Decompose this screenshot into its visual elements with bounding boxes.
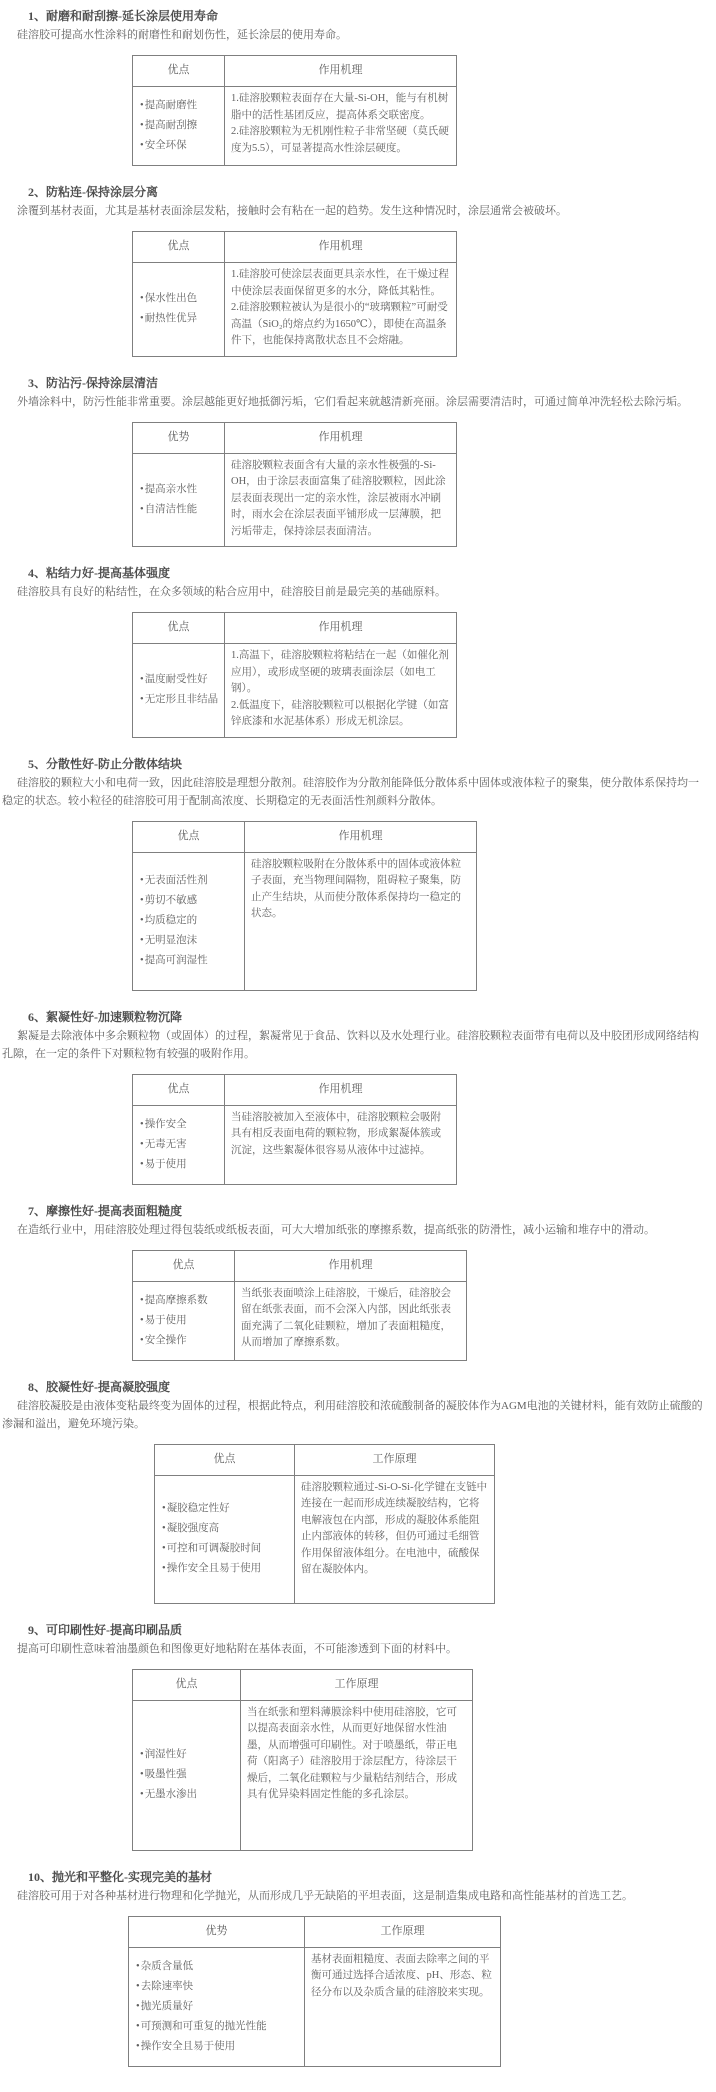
mechanism-cell (225, 263, 457, 357)
table-header-row (155, 1444, 495, 1475)
section (2, 564, 708, 738)
section-title: 8、胶凝性好-提高凝胶强度 (28, 1379, 170, 1394)
advantages-cell (133, 453, 225, 547)
table-row (133, 644, 457, 738)
advantage-item: • 提高亲水性 (140, 483, 222, 497)
advantages-cell (133, 1281, 235, 1360)
mechanism-cell (225, 1105, 457, 1184)
section (2, 1008, 708, 1185)
mechanism-paragraph: 2.硅溶胶颗粒为无机刚性粒子非常坚硬（莫氏硬度为5.5），可显著提高水性涂层硬度。 (231, 126, 449, 154)
table-header-row (133, 56, 457, 87)
section-title: 2、防粘连-保持涂层分离 (28, 185, 158, 199)
advantages-cell (133, 644, 225, 738)
advantages-list (140, 1294, 232, 1348)
section-body: 硅溶胶的颗粒大小和电荷一致，因此硅溶胶是理想分散剂。硅溶胶作为分散剂能降低分散体系中固体或液体粒子的聚集，使分散体系保持均一稳定的状态。较小粒径的硅溶胶可用于配制高浓度、长期稳定的无表面活性剂颜料分散体。 (2, 776, 699, 807)
section-table (132, 231, 457, 357)
section-body: 硅溶胶可提高水性涂料的耐磨性和耐划伤性，延长涂层的使用寿命。 (17, 29, 347, 41)
section-title: 10、抛光和平整化-实现完美的基材 (28, 1869, 212, 1884)
advantage-item: • 温度耐受性好 (140, 673, 222, 687)
section (2, 1621, 708, 1851)
advantages-list (140, 673, 222, 707)
advantages-column-header: 优点 (133, 1250, 235, 1281)
section (2, 183, 708, 357)
table-header-row (133, 1669, 473, 1700)
advantage-item: • 无明显泡沫 (140, 934, 242, 948)
advantage-item: • 均质稳定的 (140, 914, 242, 928)
table-row (133, 87, 457, 166)
mechanism-cell (305, 1947, 501, 2066)
section-table (132, 1074, 457, 1185)
table-row (133, 1281, 467, 1360)
section-body: 在造纸行业中，用硅溶胶处理过得包装纸或纸板表面，可大大增加纸张的摩擦系数，提高纸张的防滑性，减小运输和堆存中的滑动。 (17, 1223, 655, 1236)
advantage-item: • 操作安全且易于使用 (162, 1562, 292, 1576)
section-body: 硅溶胶具有良好的粘结性，在众多领域的粘合应用中，硅溶胶目前是最完美的基础原料。 (17, 586, 446, 598)
section-table (132, 55, 457, 166)
advantages-cell (133, 1700, 241, 1850)
table-row (133, 1105, 457, 1184)
mechanism-paragraph: 当在纸张和塑料薄膜涂料中使用硅溶胶，它可以提高表面亲水性，从而更好地保留水性油墨，从而增强可印刷性。对于喷墨纸，带正电荷（阳离子）硅溶胶用于涂层配方，待涂层干燥后，二氧化硅颗粒与少量粘结剂结合，形成具有优异染料固定性能的多孔涂层。 (247, 1706, 457, 1800)
advantage-item: • 无毒无害 (140, 1138, 222, 1152)
table-header-row (133, 821, 477, 852)
advantages-column-header: 优点 (133, 613, 225, 644)
advantages-column-header: 优势 (129, 1916, 305, 1947)
advantages-cell (133, 852, 245, 990)
advantage-item: • 耐热性优异 (140, 312, 222, 326)
mechanism-paragraph: 当纸张表面喷涂上硅溶胶，干燥后，硅溶胶会留在纸张表面，而不会深入内部，因此纸张表面充满了二氧化硅颗粒，增加了表面粗糙度，从而增加了摩擦系数。 (241, 1287, 451, 1348)
advantage-item: • 无定形且非结晶 (140, 693, 222, 707)
advantages-column-header: 优点 (133, 1074, 225, 1105)
mechanism-cell (225, 87, 457, 166)
advantages-list (140, 1118, 222, 1172)
section-body: 絮凝是去除液体中多余颗粒物（或固体）的过程，絮凝常见于食品、饮料以及水处理行业。硅溶胶颗粒表面带有电荷以及中胶团形成网络结构孔隙，在一定的条件下对颗粒物有较强的吸附作用。 (2, 1029, 699, 1060)
advantages-list (136, 1960, 302, 2054)
advantages-cell (133, 87, 225, 166)
mechanism-column-header: 工作原理 (241, 1669, 473, 1700)
advantages-list (140, 1748, 238, 1802)
table-row (133, 453, 457, 547)
advantage-item: • 抛光质量好 (136, 2000, 302, 2014)
mechanism-column-header: 作用机理 (235, 1250, 467, 1281)
mechanism-paragraph: 基材表面粗糙度、表面去除率之间的平衡可通过选择合适浓度、pH、形态、粒径分布以及杂质含量的硅溶胶来实现。 (311, 1953, 492, 1998)
mechanism-column-header: 作用机理 (225, 232, 457, 263)
advantages-cell (133, 263, 225, 357)
section-table (154, 1444, 495, 1604)
advantages-list (140, 292, 222, 326)
mechanism-paragraph: 1.高温下，硅溶胶颗粒将粘结在一起（如催化剂应用），或形成坚硬的玻璃表面涂层（如电工钢）。 (231, 650, 449, 694)
section-table (128, 1916, 501, 2067)
mechanism-cell (235, 1281, 467, 1360)
advantage-item: • 提高耐磨性 (140, 99, 222, 113)
mechanism-cell (225, 644, 457, 738)
section-body: 涂覆到基材表面，尤其是基材表面涂层发粘，接触时会有粘在一起的趋势。发生这种情况时，涂层通常会被破坏。 (17, 205, 567, 217)
section-title: 1、耐磨和耐刮擦-延长涂层使用寿命 (28, 9, 218, 23)
advantages-list (140, 874, 242, 968)
advantages-column-header: 优势 (133, 422, 225, 453)
advantage-item: • 安全环保 (140, 139, 222, 153)
table-row (133, 1700, 473, 1850)
table-row (129, 1947, 501, 2066)
section-title: 5、分散性好-防止分散体结块 (28, 756, 182, 771)
mechanism-column-header: 作用机理 (225, 422, 457, 453)
advantage-item: • 吸墨性强 (140, 1768, 238, 1782)
advantage-item: • 易于使用 (140, 1158, 222, 1172)
advantages-column-header: 优点 (133, 1669, 241, 1700)
advantage-item: • 凝胶稳定性好 (162, 1502, 292, 1516)
advantage-item: • 润湿性好 (140, 1748, 238, 1762)
section-body: 外墙涂料中，防污性能非常重要。涂层越能更好地抵御污垢，它们看起来就越清新亮丽。涂层需要清洁时，可通过简单冲洗轻松去除污垢。 (17, 395, 688, 408)
table-header-row (133, 422, 457, 453)
advantages-column-header: 优点 (133, 821, 245, 852)
section-table (132, 821, 477, 991)
advantage-item: • 剪切不敏感 (140, 894, 242, 908)
advantage-item: • 操作安全且易于使用 (136, 2040, 302, 2054)
mechanism-column-header: 作用机理 (225, 613, 457, 644)
advantages-cell (155, 1475, 295, 1603)
advantage-item: • 可控和可调凝胶时间 (162, 1542, 292, 1556)
advantage-item: • 操作安全 (140, 1118, 222, 1132)
section (2, 374, 708, 548)
mechanism-column-header: 作用机理 (225, 1074, 457, 1105)
mechanism-paragraph: 硅溶胶颗粒通过-Si-O-Si-化学键在支链中连接在一起而形成连续凝胶结构，它将电解液包在内部，形成的凝胶体系能阻止内部液体的转移，但仍可通过毛细管作用保留液体组分。在电池中，硫酸保留在凝胶体内。 (301, 1481, 488, 1575)
section (2, 755, 708, 991)
table-row (133, 263, 457, 357)
section-table (132, 612, 457, 738)
advantage-item: • 无表面活性剂 (140, 874, 242, 888)
section-title: 9、可印刷性好-提高印刷品质 (28, 1622, 182, 1637)
table-row (133, 852, 477, 990)
advantage-item: • 提高可润湿性 (140, 954, 242, 968)
advantages-list (162, 1502, 292, 1576)
mechanism-paragraph: 硅溶胶颗粒吸附在分散体系中的固体或液体粒子表面，充当物理间隔物，阻碍粒子聚集，防止产生结块，从而使分散体系保持均一稳定的状态。 (251, 858, 461, 919)
mechanism-paragraph: 硅溶胶颗粒表面含有大量的亲水性极强的-Si-OH，由于涂层表面富集了硅溶胶颗粒，因此涂层表面表现出一定的亲水性，涂层被雨水冲刷时，雨水会在涂层表面平铺形成一层薄膜，把污垢带走，保持涂层表面清洁。 (231, 459, 446, 537)
mechanism-paragraph: 1.硅溶胶可使涂层表面更具亲水性，在干燥过程中使涂层表面保留更多的水分，降低其粘性。 (231, 269, 449, 297)
section-title: 7、摩擦性好-提高表面粗糙度 (28, 1203, 182, 1218)
mechanism-cell (241, 1700, 473, 1850)
mechanism-paragraph: 1.硅溶胶颗粒表面存在大量-Si-OH，能与有机树脂中的活性基团反应，提高体系交联密度。 (231, 93, 449, 121)
advantages-cell (133, 1105, 225, 1184)
advantages-list (140, 99, 222, 153)
advantages-list (140, 483, 222, 517)
mechanism-paragraph: 2.低温度下，硅溶胶颗粒可以根据化学键（如富锌底漆和水泥基体系）形成无机涂层。 (231, 699, 449, 727)
advantage-item: • 凝胶强度高 (162, 1522, 292, 1536)
advantage-item: • 杂质含量低 (136, 1960, 302, 1974)
table-row (155, 1475, 495, 1603)
section-table (132, 1250, 467, 1361)
table-header-row (133, 1250, 467, 1281)
section (2, 7, 708, 166)
section-table (132, 422, 457, 548)
mechanism-cell (225, 453, 457, 547)
mechanism-paragraph: 2.硅溶胶颗粒被认为是很小的“玻璃颗粒”可耐受高温（SiO₂的熔点约为1650℃），即使在高温条件下，也能保持离散状态且不会熔融。 (231, 302, 448, 346)
advantage-item: • 易于使用 (140, 1314, 232, 1328)
advantage-item: • 可预测和可重复的抛光性能 (136, 2020, 302, 2034)
mechanism-paragraph: 当硅溶胶被加入至液体中，硅溶胶颗粒会吸附具有相反表面电荷的颗粒物，形成絮凝体簇或沉淀，这些絮凝体很容易从液体中过滤掉。 (231, 1111, 441, 1156)
table-header-row (133, 613, 457, 644)
mechanism-column-header: 工作原理 (305, 1916, 501, 1947)
advantage-item: • 自清洁性能 (140, 503, 222, 517)
section-title: 6、絮凝性好-加速颗粒物沉降 (28, 1009, 182, 1024)
mechanism-column-header: 作用机理 (245, 821, 477, 852)
advantage-item: • 去除速率快 (136, 1980, 302, 1994)
section-title: 3、防沾污-保持涂层清洁 (28, 375, 158, 390)
table-header-row (133, 232, 457, 263)
mechanism-column-header: 工作原理 (295, 1444, 495, 1475)
section-title: 4、粘结力好-提高基体强度 (28, 566, 170, 580)
advantage-item: • 安全操作 (140, 1334, 232, 1348)
section (2, 1868, 708, 2067)
table-header-row (133, 1074, 457, 1105)
advantage-item: • 无墨水渗出 (140, 1788, 238, 1802)
advantages-column-header: 优点 (133, 232, 225, 263)
mechanism-cell (295, 1475, 495, 1603)
section-table (132, 1669, 473, 1851)
section-body: 硅溶胶可用于对各种基材进行物理和化学抛光，从而形成几乎无缺陷的平坦表面，这是制造集成电路和高性能基材的首选工艺。 (17, 1889, 633, 1902)
section (2, 1378, 708, 1604)
table-header-row (129, 1916, 501, 1947)
section-body: 提高可印刷性意味着油墨颜色和图像更好地粘附在基体表面，不可能渗透到下面的材料中。 (17, 1642, 457, 1655)
mechanism-column-header: 作用机理 (225, 56, 457, 87)
advantage-item: • 保水性出色 (140, 292, 222, 306)
advantages-column-header: 优点 (133, 56, 225, 87)
mechanism-cell (245, 852, 477, 990)
advantages-cell (129, 1947, 305, 2066)
advantage-item: • 提高摩擦系数 (140, 1294, 232, 1308)
section-body: 硅溶胶凝胶是由液体变粘最终变为固体的过程，根据此特点，利用硅溶胶和浓硫酸制备的凝胶体作为AGM电池的关键材料，能有效防止硫酸的渗漏和溢出，避免环境污染。 (2, 1399, 703, 1430)
advantages-column-header: 优点 (155, 1444, 295, 1475)
section (2, 1202, 708, 1361)
advantage-item: • 提高耐刮擦 (140, 119, 222, 133)
